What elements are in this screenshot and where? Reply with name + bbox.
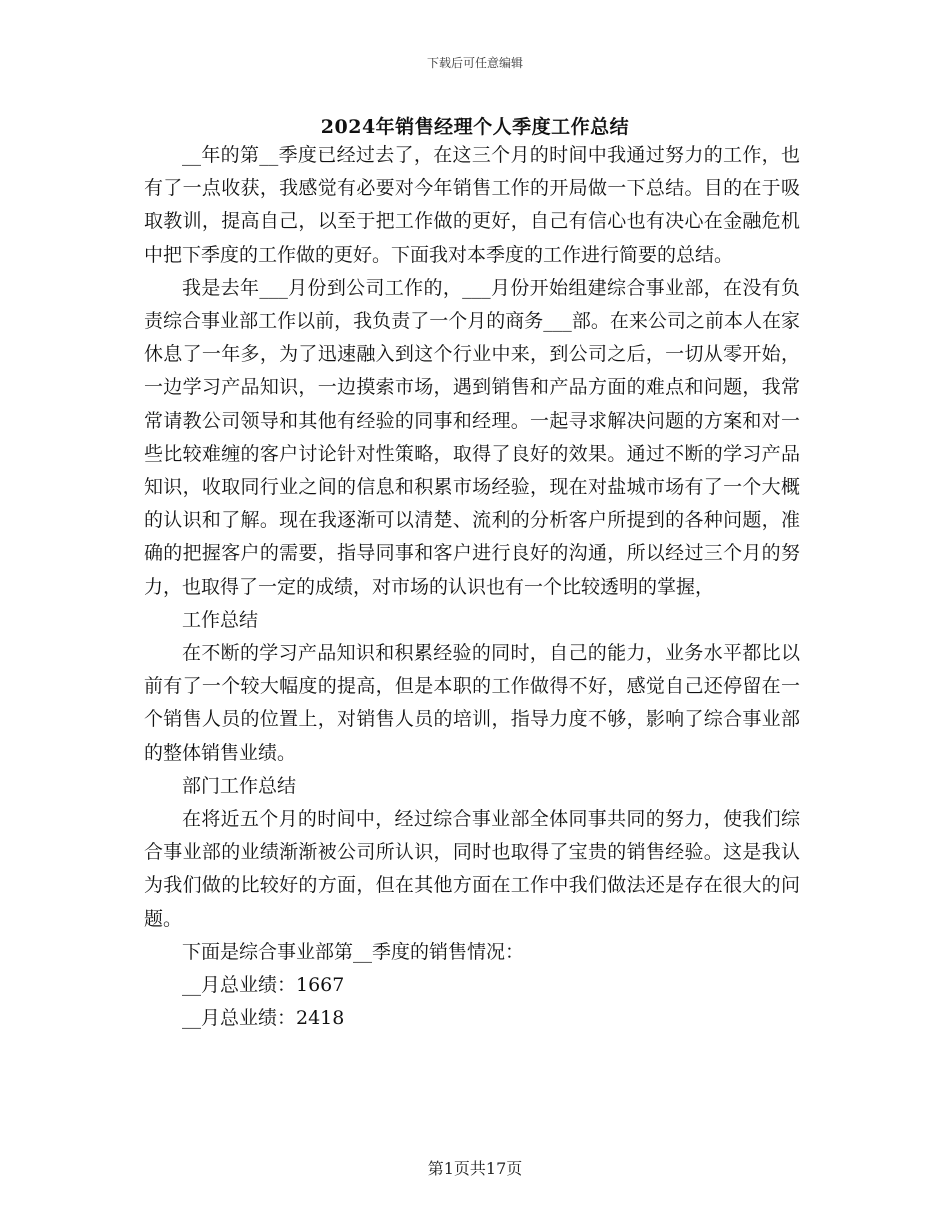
paragraph-personal-summary: 在不断的学习产品知识和积累经验的同时，自己的能力，业务水平都比以前有了一个较大幅度的提高，但是本职的工作做得不好，感觉自己还停留在一个销售人员的位置上，对销售人员的培训，指导力度不够，影响了综合事业部的整体销售业绩。	[144, 642, 800, 764]
sales-line-1: __月总业绩：1667	[182, 974, 345, 997]
paragraph-department: 在将近五个月的时间中，经过综合事业部全体同事共同的努力，使我们综合事业部的业绩渐渐被公司所认识，同时也取得了宝贵的销售经验。这是我认为我们做的比较好的方面，但在其他方面在工作中我们做法还是存在很大的问题。	[144, 808, 800, 930]
paragraph-intro: __年的第__季度已经过去了，在这三个月的时间中我通过努力的工作，也有了一点收获，我感觉有必要对今年销售工作的开局做一下总结。目的在于吸取教训，提高自己，以至于把工作做的更好，自己有信心也有决心在金融危机中把下季度的工作做的更好。下面我对本季度的工作进行简要的总结。	[144, 144, 800, 266]
document-title: 2024年销售经理个人季度工作总结	[320, 116, 630, 138]
paragraph-sales-intro: 下面是综合事业部第__季度的销售情况：	[182, 940, 525, 963]
heading-department-summary: 部门工作总结	[182, 774, 297, 797]
page-number: 第1页共17页	[427, 1159, 523, 1178]
heading-work-summary: 工作总结	[182, 608, 259, 631]
paragraph-background: 我是去年___月份到公司工作的，___月份开始组建综合事业部，在没有负责综合事业部工作以前，我负责了一个月的商务___部。在来公司之前本人在家休息了一年多，为了迅速融入到这个行业中来，到公司之后，一切从零开始，一边学习产品知识，一边摸索市场，遇到销售和产品方面的难点和问题，我常常请教公司领导和其他有经验的同事和经理。一起寻求解决问题的方案和对一些比较难缠的客户讨论针对性策略，取得了良好的效果。通过不断的学习产品知识，收取同行业之间的信息和积累市场经验，现在对盐城市场有了一个大概的认识和了解。现在我逐渐可以清楚、流利的分析客户所提到的各种问题，准确的把握客户的需要，指导同事和客户进行良好的沟通，所以经过三个月的努力，也取得了一定的成绩，对市场的认识也有一个比较透明的掌握，	[144, 276, 800, 598]
download-note: 下载后可任意编辑	[426, 56, 523, 70]
sales-line-2: __月总业绩：2418	[182, 1007, 345, 1030]
document-body	[144, 139, 800, 1035]
